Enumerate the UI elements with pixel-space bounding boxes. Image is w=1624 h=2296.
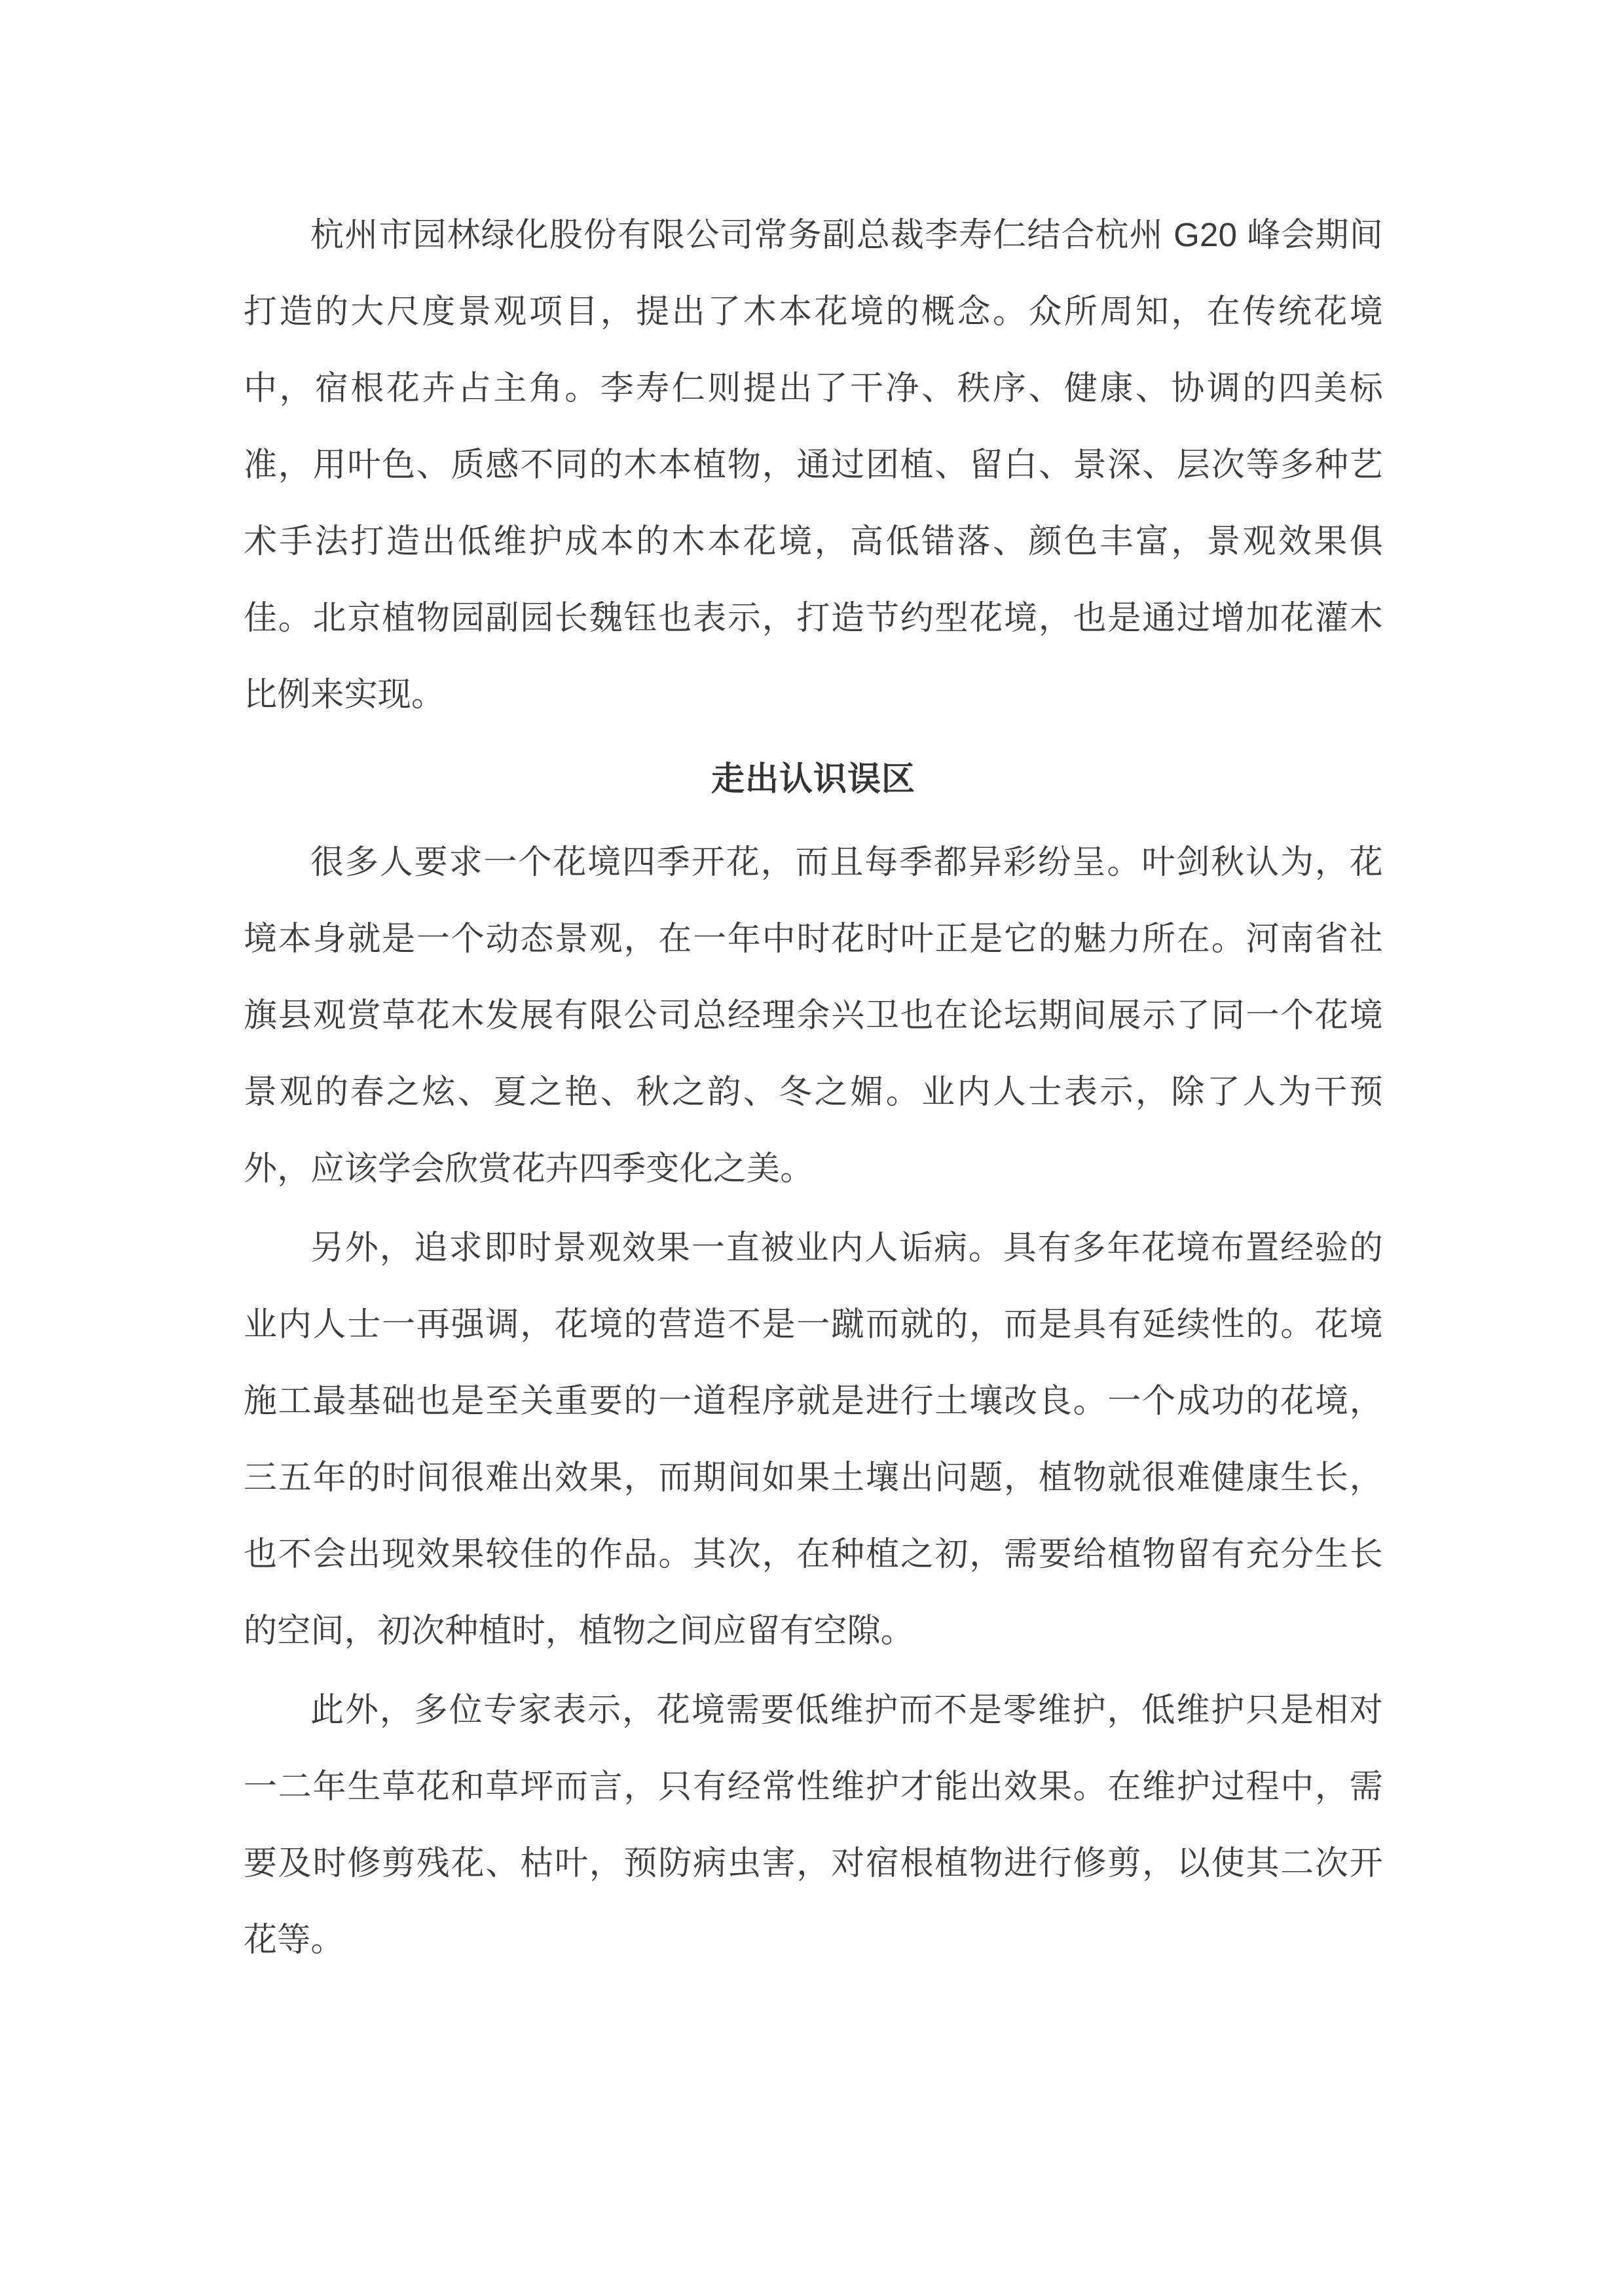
paragraph-4: 此外，多位专家表示，花境需要低维护而不是零维护，低维护只是相对一二年生草花和草坪而言，只有经常性维护才能出效果。在维护过程中，需要及时修剪残花、枯叶，预防病虫害，对宿根植物进行修剪，以使其二次开花等。 xyxy=(244,1691,1383,1958)
page-content xyxy=(244,196,1383,1980)
paragraph-1: 杭州市园林绿化股份有限公司常务副总裁李寿仁结合杭州 G20 峰会期间打造的大尺度景观项目，提出了木本花境的概念。众所周知，在传统花境中，宿根花卉占主角。李寿仁则提出了干净、秩序、健康、协调的四美标准，用叶色、质感不同的木本植物，通过团植、留白、景深、层次等多种艺术手法打造出低维护成本的木本花境，高低错落、颜色丰富，景观效果俱佳。北京植物园副园长魏钰也表示，打造节约型花境，也是通过增加花灌木比例来实现。 xyxy=(244,216,1383,713)
section-heading: 走出认识误区 xyxy=(710,760,915,797)
paragraph-3: 另外，追求即时景观效果一直被业内人诟病。具有多年花境布置经验的业内人士一再强调，花境的营造不是一蹴而就的，而是具有延续性的。花境施工最基础也是至关重要的一道程序就是进行土壤改良。一个成功的花境，三五年的时间很难出效果，而期间如果土壤出问题，植物就很难健康生长，也不会出现效果较佳的作品。其次，在种植之初，需要给植物留有充分生长的空间，初次种植时，植物之间应留有空隙。 xyxy=(244,1229,1383,1649)
paragraph-2: 很多人要求一个花境四季开花，而且每季都异彩纷呈。叶剑秋认为，花境本身就是一个动态景观，在一年中时花时叶正是它的魅力所在。河南省社旗县观赏草花木发展有限公司总经理余兴卫也在论坛期间展示了同一个花境景观的春之炫、夏之艳、秋之韵、冬之媚。业内人士表示，除了人为干预外，应该学会欣赏花卉四季变化之美。 xyxy=(244,843,1383,1187)
